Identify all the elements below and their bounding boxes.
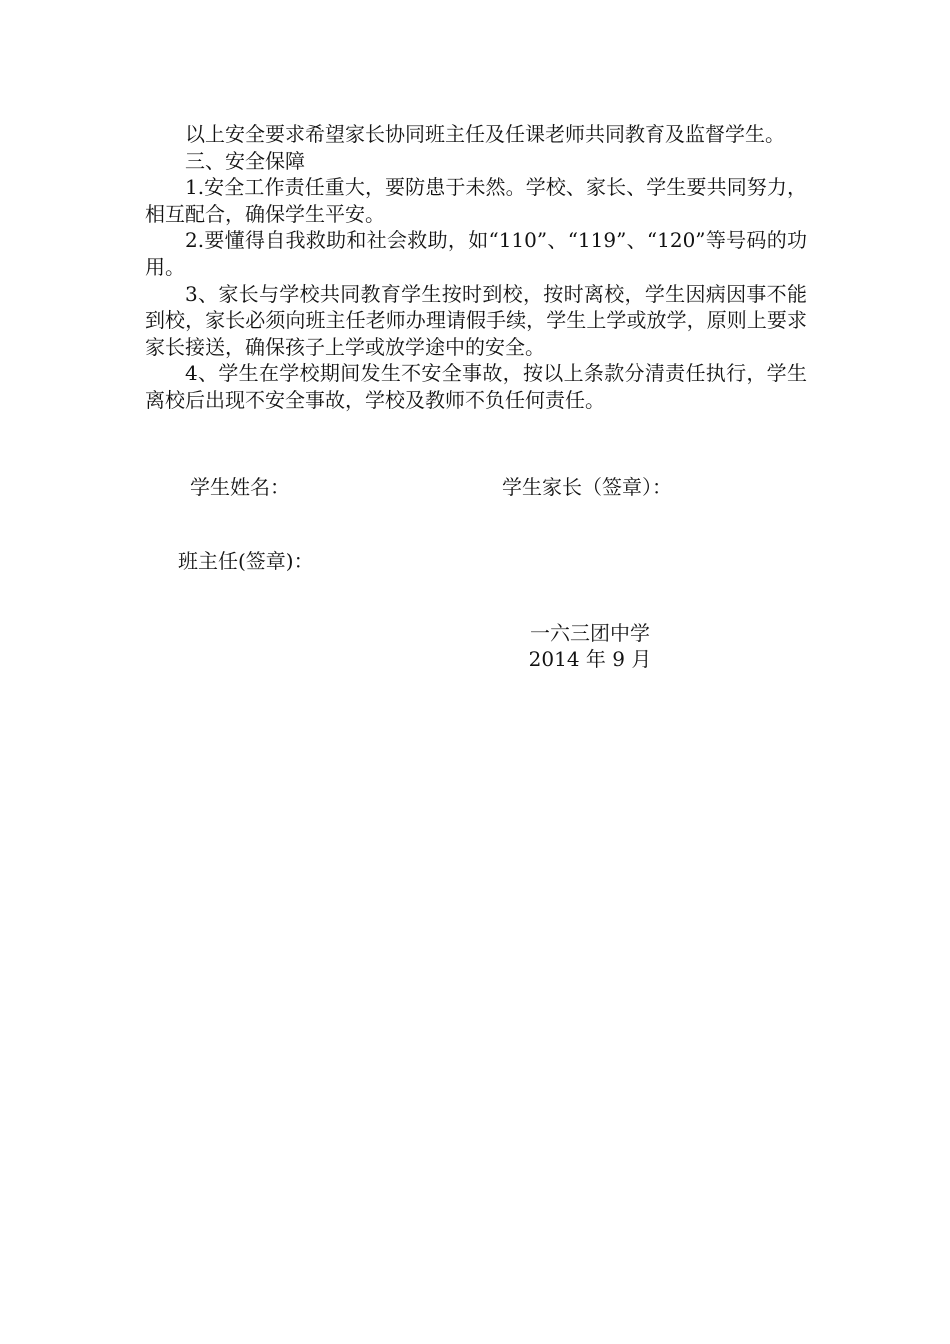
teacher-signature-label: 班主任(签章)：	[178, 549, 314, 573]
student-name-label: 学生姓名：	[190, 475, 290, 499]
section-heading-safety-guarantee: 三、安全保障	[185, 148, 305, 173]
parent-signature-label: 学生家长（签章）：	[502, 475, 672, 499]
document-body	[145, 121, 807, 414]
paragraph-item-4: 4、学生在学校期间发生不安全事故，按以上条款分清责任执行，学生离校后出现不安全事故，学校及教师不负任何责任。	[145, 361, 807, 412]
school-name: 一六三团中学	[530, 621, 650, 645]
paragraph-item-2: 2.要懂得自我救助和社会救助，如“110”、“119”、“120”等号码的功用。	[145, 228, 807, 279]
issue-date: 2014 年 9 月	[528, 647, 652, 671]
issuer-block	[500, 620, 680, 672]
paragraph-item-3: 3、家长与学校共同教育学生按时到校，按时离校，学生因病因事不能到校，家长必须向班主任老师办理请假手续，学生上学或放学，原则上要求家长接送，确保孩子上学或放学途中的安全。	[145, 281, 807, 359]
paragraph-safety-requirements: 以上安全要求希望家长协同班主任及任课老师共同教育及监督学生。	[185, 122, 785, 146]
paragraph-item-1: 1.安全工作责任重大，要防患于未然。学校、家长、学生要共同努力，相互配合，确保学生平安。	[145, 175, 807, 226]
